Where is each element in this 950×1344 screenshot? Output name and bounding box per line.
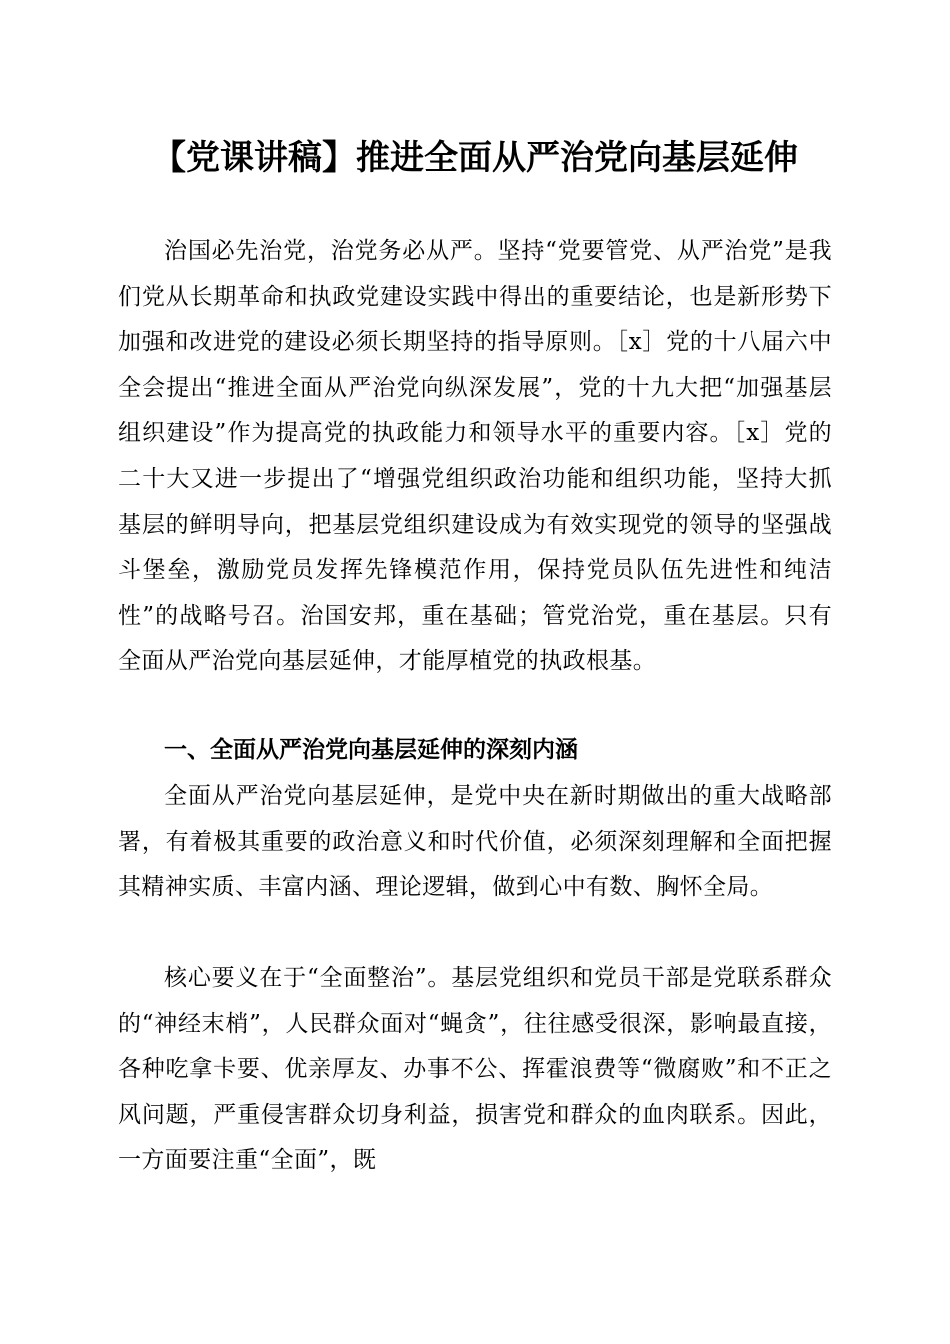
paragraph-core-meaning: 核心要义在于“全面整治”。基层党组织和党员干部是党联系群众的“神经末梢”，人民群众面对“蝇贪”，往往感受很深，影响最直接，各种吃拿卡要、优亲厚友、办事不公、挥霍浪费等“微腐败”和不正之风问题，严重侵害群众切身利益，损害党和群众的血肉联系。因此，一方面要注重“全面”，既	[118, 965, 832, 1174]
paragraph-section-intro: 全面从严治党向基层延伸，是党中央在新时期做出的重大战略部署，有着极其重要的政治意义和时代价值，必须深刻理解和全面把握其精神实质、丰富内涵、理论逻辑，做到心中有数、胸怀全局。	[118, 783, 832, 901]
section-heading: 一、全面从严治党向基层延伸的深刻内涵	[164, 737, 578, 763]
document-title: 【党课讲稿】推进全面从严治党向基层延伸	[152, 138, 798, 178]
paragraph-intro: 治国必先治党，治党务必从严。坚持“党要管党、从严治党”是我们党从长期革命和执政党建设实践中得出的重要结论，也是新形势下加强和改进党的建设必须长期坚持的指导原则。［x］党的十八届六中全会提出“推进全面从严治党向纵深发展”，党的十九大把“加强基层组织建设”作为提高党的执政能力和领导水平的重要内容。［x］党的二十大又进一步提出了“增强党组织政治功能和组织功能，坚持大抓基层的鲜明导向，把基层党组织建设成为有效实现党的领导的坚强战斗堡垒，激励党员发挥先锋模范作用，保持党员队伍先进性和纯洁性”的战略号召。治国安邦，重在基础；管党治党，重在基层。只有全面从严治党向基层延伸，才能厚植党的执政根基。	[118, 238, 832, 675]
